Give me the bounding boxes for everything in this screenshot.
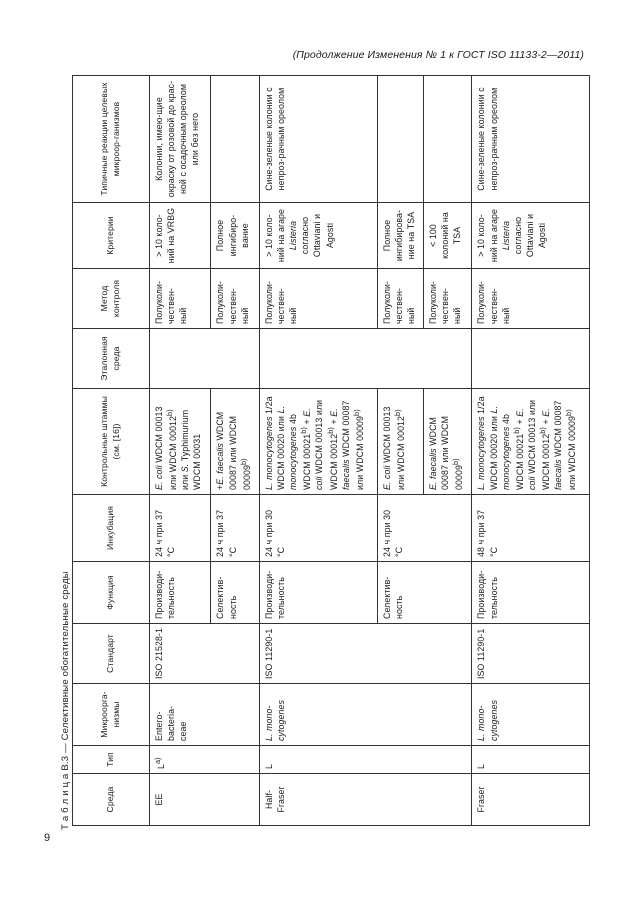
cell-organism: Entero-bacteria-ceae: [150, 684, 260, 746]
col-header-control-strains: Контрольные штаммы (см. [16]): [73, 389, 150, 495]
col-header-incubation: Инкубация: [73, 495, 150, 562]
col-header-typical-reactions: Типичные реакции целевых микроор-ганизмов: [73, 76, 150, 203]
cell-type: L: [259, 746, 471, 774]
cell-medium: Half-Fraser: [259, 774, 471, 826]
col-header-control-method: Метод контроля: [73, 269, 150, 329]
header-note: (Продолжение Изменения № 1 к ГОСТ ISO 11133-2—2011): [292, 49, 584, 61]
cell-control-strains: E. faecalis WDCM 00087 или WDCM 00009$^{b)}$: [423, 389, 472, 495]
col-header-standard: Стандарт: [73, 624, 150, 684]
cell-criteria: > 10 коло-ний на агаре Listeria согласно Ottaviani и Agosti: [259, 203, 377, 269]
cell-standard: ISO 11290-1: [472, 624, 590, 684]
cell-method: Полуколи-чествен-ный: [259, 269, 377, 329]
cell-criteria: > 10 коло-ний на VRBG: [150, 203, 211, 269]
cell-organism: L. mono-cytogenes: [472, 684, 590, 746]
cell-method: Полуколи-чествен-ный: [377, 269, 423, 329]
cell-function: Производи-тельность: [259, 562, 377, 624]
media-table-container: [72, 76, 590, 826]
cell-control-strains: E. coli WDCM 00013 или WDCM 00012$^{b)}$ или S. Typhimurium WDCM 00031: [150, 389, 211, 495]
cell-type: $L^{a)}$: [150, 746, 260, 774]
cell-reference-medium: [259, 329, 471, 389]
cell-medium: EE: [150, 774, 260, 826]
cell-method: Полуколи-чествен-ный: [211, 269, 260, 329]
cell-reaction: Сине-зеленые колонии с непроз-рачным ореолом: [472, 76, 590, 203]
cell-criteria: Полное ингибиро-вание: [211, 203, 260, 269]
cell-criteria: < 100 колоний на TSA: [423, 203, 472, 269]
cell-reference-medium: [472, 329, 590, 389]
cell-control-strains: +E. faecalis WDCM 00087 или WDCM 00009$^{b)}$: [211, 389, 260, 495]
table-row: [259, 76, 377, 826]
cell-standard: ISO 11290-1: [259, 624, 471, 684]
cell-function: Производи-тельность: [150, 562, 211, 624]
cell-control-strains: E. coli WDCM 00013 или WDCM 00012$^{b)}$: [377, 389, 423, 495]
cell-incubation: 48 ч при 37 °С: [472, 495, 590, 562]
cell-reference-medium: [150, 329, 260, 389]
cell-incubation: 24 ч при 30 °С: [259, 495, 377, 562]
cell-incubation: 24 ч при 37 °С: [211, 495, 260, 562]
table-row: [150, 76, 211, 826]
selective-enrichment-media-table: [72, 75, 590, 826]
cell-standard: ISO 21528-1: [150, 624, 260, 684]
col-header-function: Функция: [73, 562, 150, 624]
cell-incubation: 24 ч при 37 °С: [150, 495, 211, 562]
cell-method: Полуколи-чествен-ный: [472, 269, 590, 329]
col-header-organisms: Микроорга-низмы: [73, 684, 150, 746]
cell-reaction: [211, 76, 260, 203]
col-header-medium: Среда: [73, 774, 150, 826]
cell-criteria: Полное ингибирова-ние на TSA: [377, 203, 423, 269]
table-row: [472, 76, 590, 826]
cell-function: Селектив-ность: [211, 562, 260, 624]
page-number: 9: [44, 832, 51, 844]
cell-method: Полуколи-чествен-ный: [423, 269, 472, 329]
cell-type: L: [472, 746, 590, 774]
table-caption: Т а б л и ц а В.3 — Селективные обогатительные среды: [60, 571, 71, 830]
cell-reaction: Сине-зеленые колонии с непроз-рачным ореолом: [259, 76, 377, 203]
cell-method: Полуколи-чествен-ный: [150, 269, 211, 329]
col-header-type: Тип: [73, 746, 150, 774]
cell-control-strains: L. monocytogenes 1/2a WDCM 00020 или L. monocytogenes 4b WDCM $00021^{b)} + E$. coli WDCM 00013 или WDCM $00012^{b)} + E$. faecalis WDCM 00087 или WDCM 00009$^{b)}$: [472, 389, 590, 495]
cell-reaction: [377, 76, 423, 203]
cell-reaction: [423, 76, 472, 203]
header-row: [73, 76, 150, 826]
col-header-reference-medium: Эталонная среда: [73, 329, 150, 389]
cell-criteria: > 10 коло-ний на агаре Listeria согласно Ottaviani и Agosti: [472, 203, 590, 269]
cell-incubation: 24 ч при 30 °С: [377, 495, 472, 562]
cell-function: Селектив-ность: [377, 562, 472, 624]
cell-organism: L. mono-cytogenes: [259, 684, 471, 746]
col-header-criteria: Критерии: [73, 203, 150, 269]
cell-function: Производи-тельность: [472, 562, 590, 624]
cell-control-strains: L. monocytogenes 1/2a WDCM 00020 или L. monocytogenes 4b WDCM $00021^{b)} + E$. coli WDCM 00013 или WDCM $00012^{b)} + E$. faecalis WDCM 00087 или WDCM 00009$^{b)}$: [259, 389, 377, 495]
cell-reaction: Колонии, имею-щие окраску от розовой до крас-ной с осадочным ореолом или без него: [150, 76, 211, 203]
cell-medium: Fraser: [472, 774, 590, 826]
